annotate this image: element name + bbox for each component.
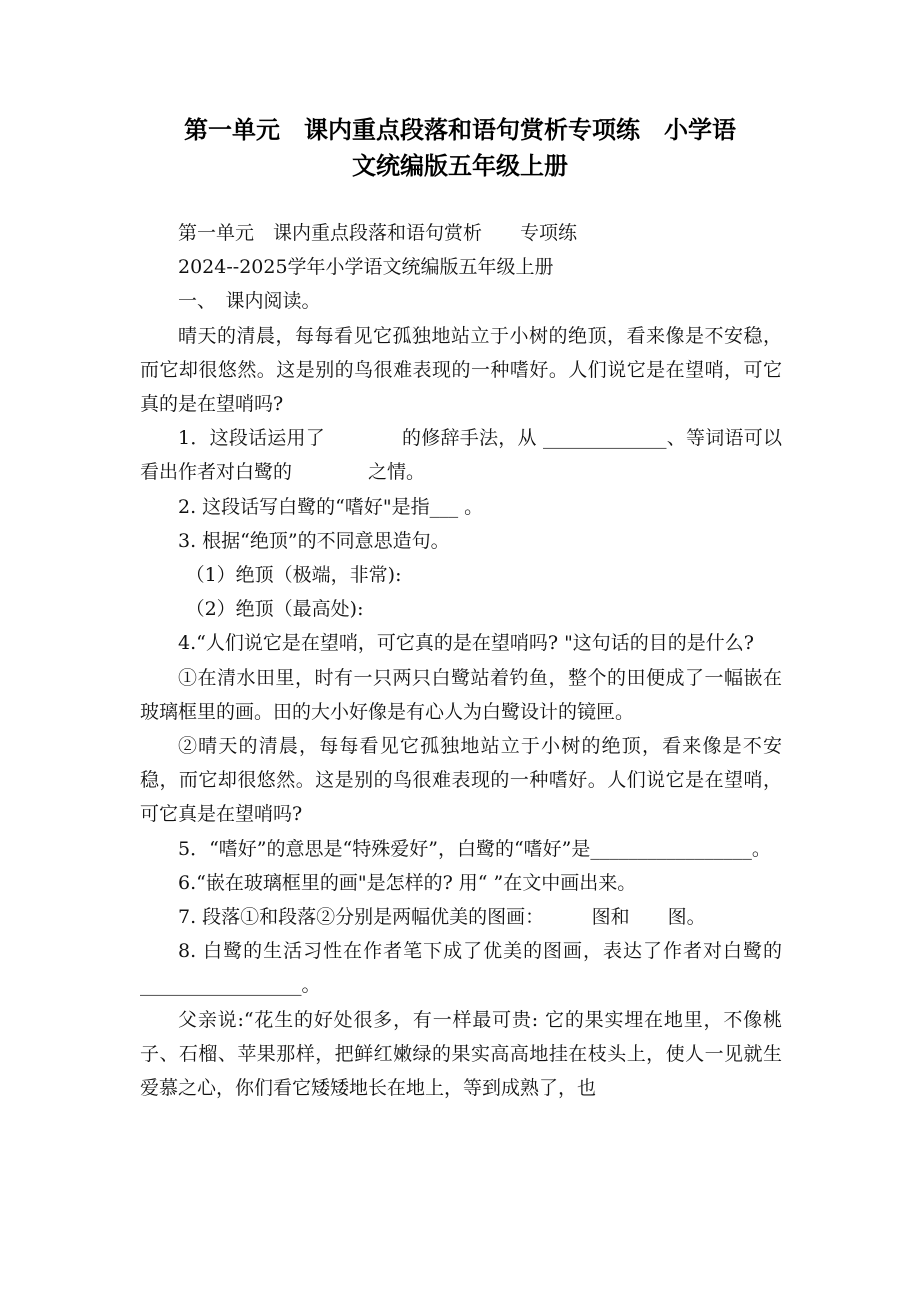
- question-3-part-1: （1）绝顶（极端，非常):: [185, 564, 402, 587]
- question-3: 3. 根据“绝顶”的不同意思造句。: [178, 529, 450, 552]
- question-8: 8. 白鹭的生活习性在作者笔下成了优美的图画，表达了作者对白鹭的 _________________。: [140, 940, 802, 997]
- passage-egret-2a: ①在清水田里，时有一只两只白鹭站着钓鱼，整个的田便成了一幅嵌在玻璃框里的画。田的大小好像是有心人为白鹭设计的镜匣。: [140, 666, 782, 723]
- question-1: 1．这段话运用了 的修辞手法，从 _____________、等词语可以看出作者对白鹭的 之情。: [140, 427, 782, 484]
- passage-egret-1: 晴天的清晨，每每看见它孤独地站立于小树的绝顶，看来像是不安稳，而它却很悠然。这是别的鸟很难表现的一种嗜好。人们说它是在望哨，可它真的是在望哨吗?: [140, 324, 782, 416]
- year-line: 2024--2025学年小学语文统编版五年级上册: [178, 256, 554, 279]
- question-2: 2. 这段话写白鹭的“嗜好"是指___ 。: [178, 495, 484, 518]
- document-title: [140, 112, 780, 184]
- question-7: 7. 段落①和段落②分别是两幅优美的图画： 图和 图。: [178, 906, 706, 929]
- section-heading: 一、 课内阅读。: [178, 290, 321, 313]
- subtitle-line: 第一单元 课内重点段落和语句赏析 专项练: [178, 222, 578, 244]
- passage-egret-2b: ②晴天的清晨，每每看见它孤独地站立于小树的绝顶，看来像是不安稳，而它却很悠然。这是别的鸟很难表现的一种嗜好。人们说它是在望哨，可它真是在望哨吗?: [140, 735, 782, 826]
- title-line-1: 第一单元 课内重点段落和语句赏析专项练 小学语: [184, 116, 736, 144]
- document-body: [140, 216, 802, 1105]
- passage-peanut: 父亲说:“花生的好处很多，有一样最可贵: 它的果实埋在地里，不像桃子、石榴、苹果那样，把鲜红嫩绿的果实高高地挂在枝头上，使人一见就生爱慕之心，你们看它矮矮地长在地上，等到成熟了，也: [140, 1008, 782, 1100]
- title-line-2: 文统编版五年级上册: [352, 152, 568, 180]
- question-6: 6.“嵌在玻璃框里的画"是怎样的? 用“ ”在文中画出来。: [178, 871, 637, 894]
- question-3-part-2: （2）绝顶（最高处):: [185, 598, 364, 621]
- question-4: 4.“人们说它是在望哨，可它真的是在望哨吗? "这句话的目的是什么?: [178, 632, 754, 655]
- question-5: 5．“嗜好”的意思是“特殊爱好”，白鹭的“嗜好”是_________________。: [178, 837, 771, 860]
